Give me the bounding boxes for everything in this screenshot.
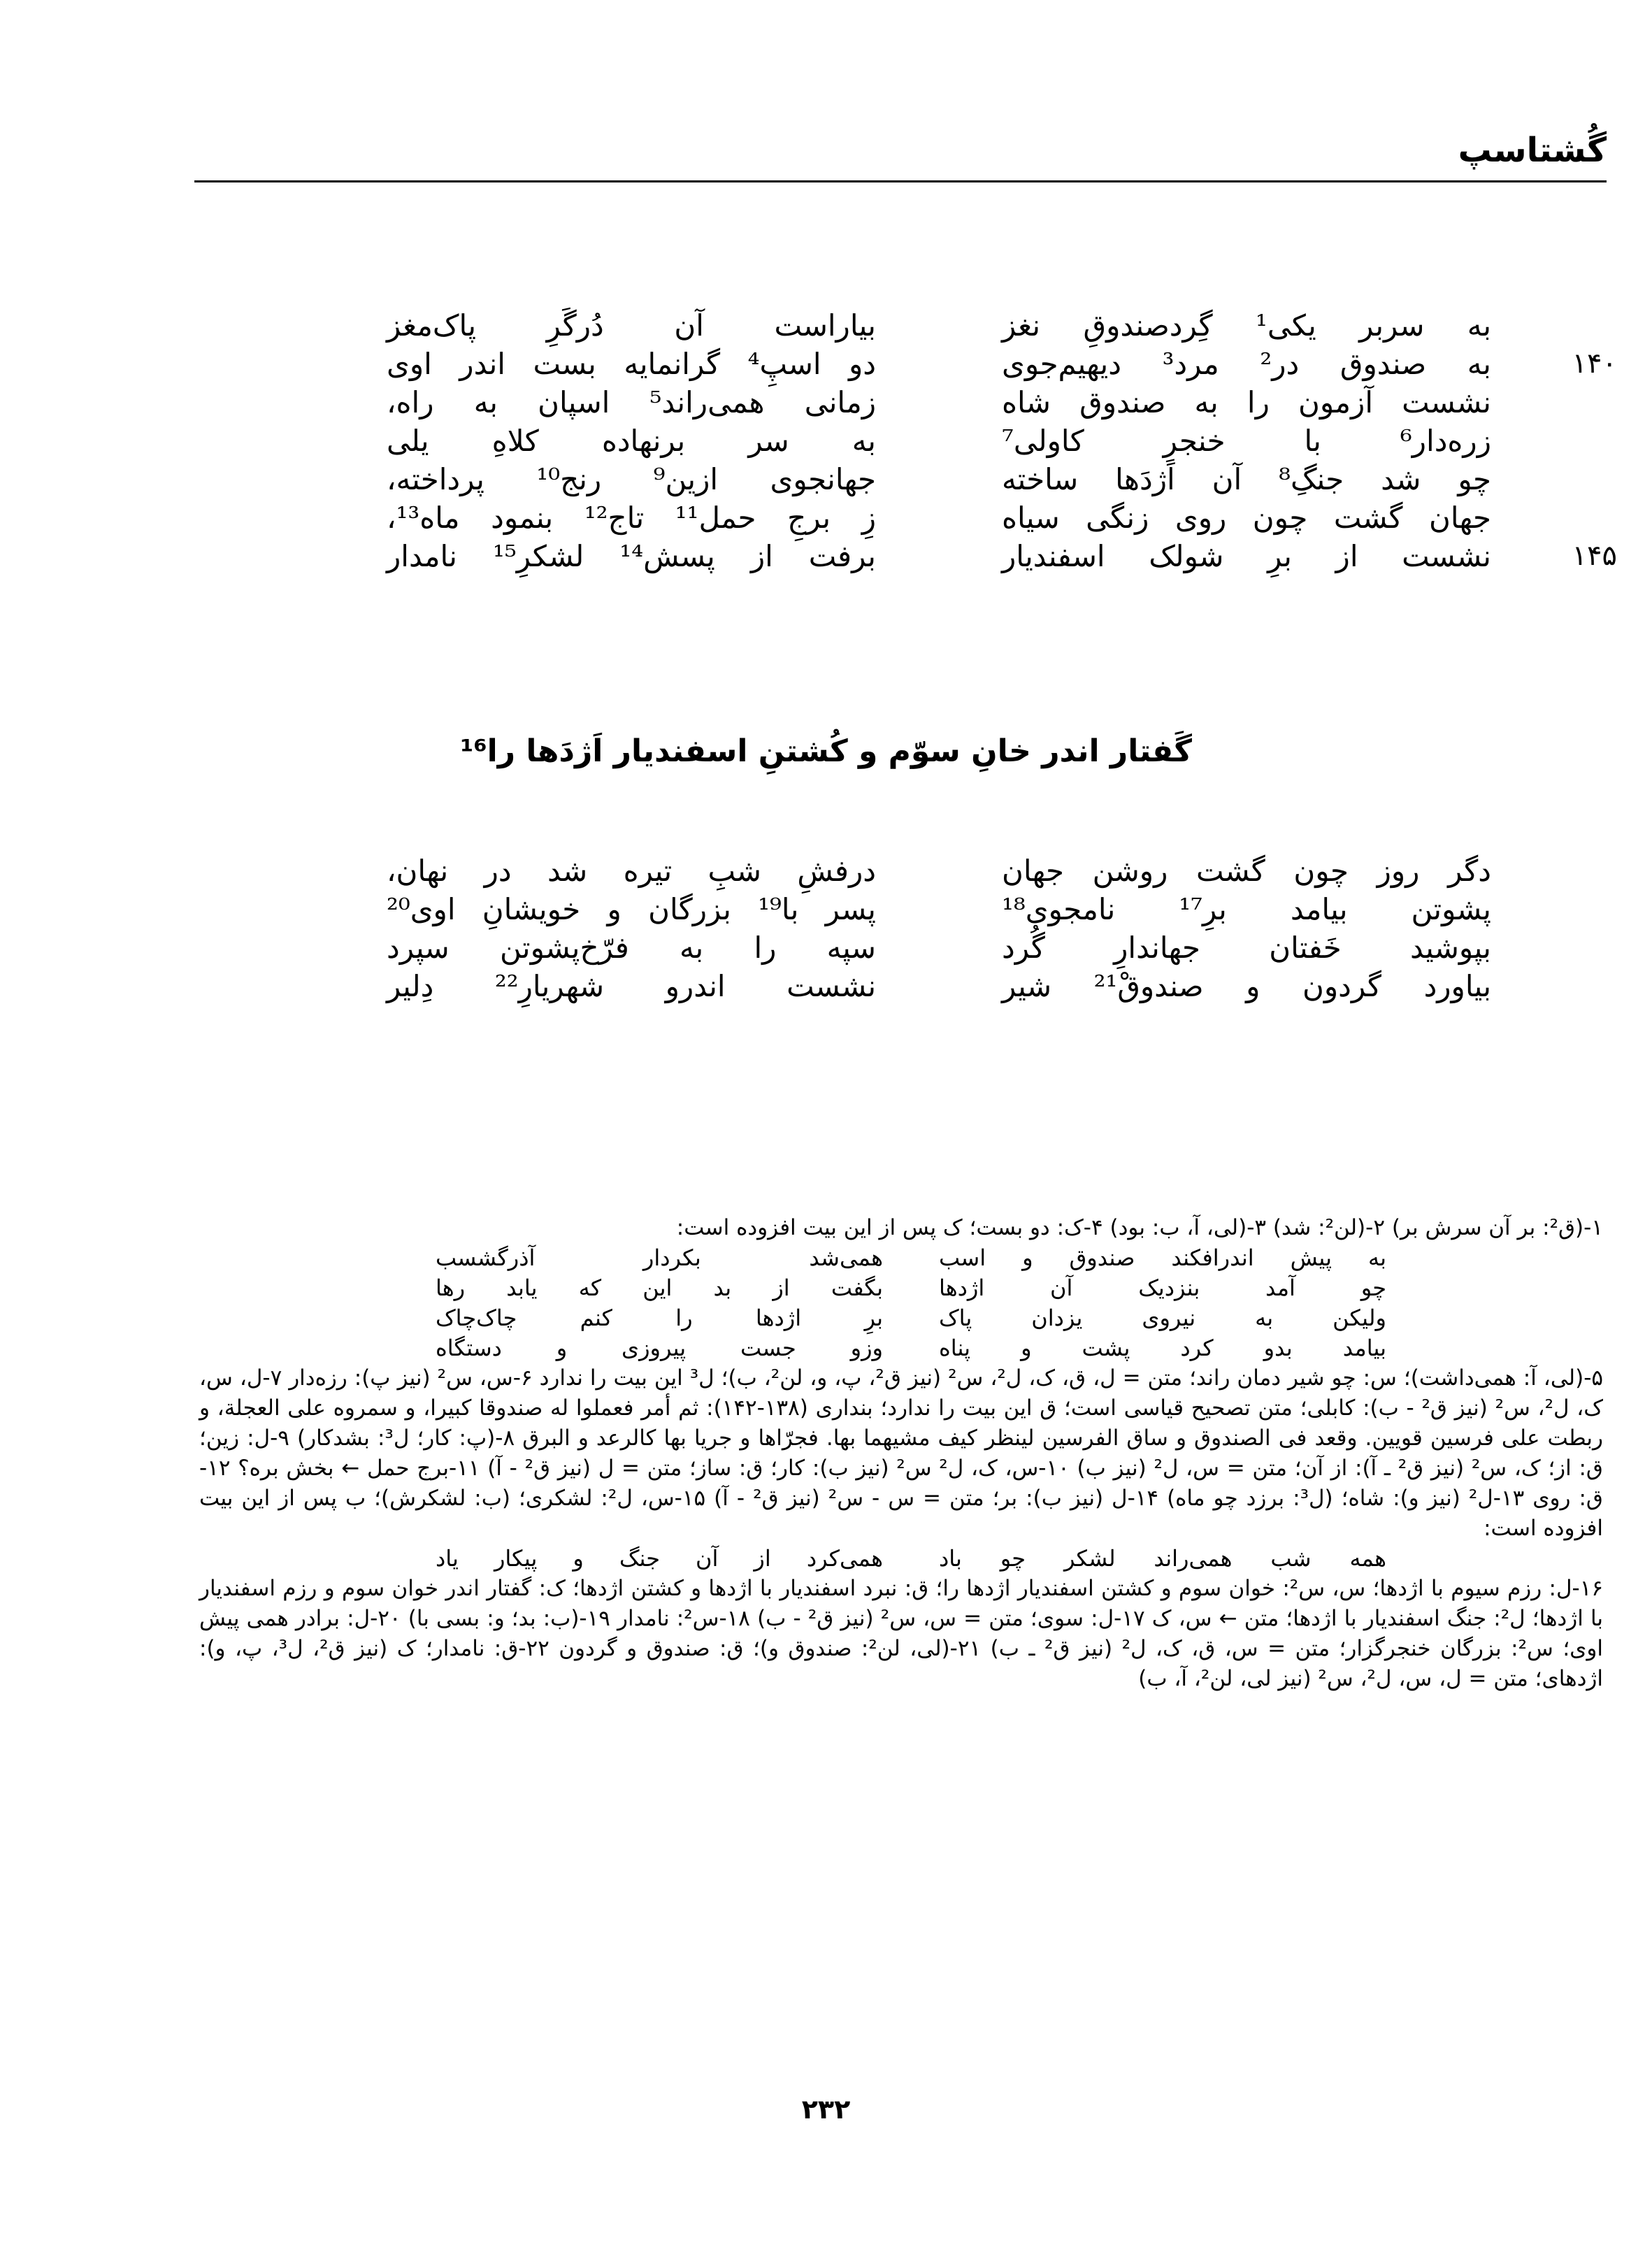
hemistich-second: برِ اژدها را کنم چاک‌چاک	[436, 1305, 883, 1331]
verse-row	[280, 422, 1491, 460]
verse-row	[280, 498, 1491, 537]
hemistich-first: پشوتن بیامد برِ¹⁷ نامجوی¹⁸	[1002, 892, 1491, 926]
footnote-added-verse	[199, 1243, 1603, 1273]
hemistich-gap	[883, 1243, 939, 1273]
hemistich-second: همی‌کرد از آن جنگ و پیکار یاد	[436, 1545, 883, 1572]
footnotes	[199, 1213, 1603, 1694]
hemistich-gap	[883, 1303, 939, 1333]
footnote-paragraph-3: ۱۶-ل: رزم سیوم با اژدها؛ س، س²: خوان سوم و کشتن اسفندیار اژدها را؛ ق: نبرد اسفندیار با اژدها و کشتن اژدها؛ ک: گفتار اندر خوان سوم و رزم اسفندیار با اژدها؛ ل²: جنگ اسفندیار با اژدها؛ متن ← س، ک ۱۷-ل: سوی؛ متن = س، س² (نیز ق² - ب) ۱۸-س²: نامدار ۱۹-(ب: بد؛ و: بسی با) ۲۰-ل: برادر همی پیش اوی؛ س²: بزرگان خنجرگزار؛ متن = س، ق، ک، ل² (نیز ق² ـ ب) ۲۱-(لی، لن²: صندوق و)؛ ق: صندوق و گردون ۲۲-ق: نامدار؛ ک (نیز ق²، ل³، پ، و): اژدهای؛ متن = ل، س، ل²، س² (نیز لی، لن²، آ، ب)	[199, 1576, 1604, 1691]
hemistich-second: برفت از پسش¹⁴ لشکرِ¹⁵ نامدار	[387, 539, 876, 573]
verse-row	[280, 383, 1491, 422]
verse-row	[280, 967, 1491, 1005]
hemistich-first: به سربر یکی¹ گِردصندوقِ نغز	[1002, 308, 1492, 343]
hemistich-first: نشست از برِ شولک اسفندیار	[1002, 539, 1491, 573]
hemistich-second: درفشِ شبِ تیره شد در نهان،	[387, 854, 876, 888]
hemistich-gap	[883, 1333, 939, 1363]
section-heading: گَفتار اندر خانِ سوّم و کُشتنِ اسفندیار اَژدَها را¹⁶	[460, 733, 1192, 769]
hemistich-first: چو آمد بنزدیک آن اژدها	[939, 1275, 1386, 1301]
hemistich-second: سپه را به فرّخ‌پشوتن سپرد	[387, 931, 876, 965]
hemistich-first: بیامد بدو کرد پشت و پناه	[939, 1335, 1386, 1361]
hemistich-second: بگفت از بد این که یابد رها	[436, 1275, 883, 1301]
hemistich-second: وزو جست پیروزی و دستگاه	[436, 1335, 883, 1361]
hemistich-second: نشست اندرو شهریارِ²² دِلیر	[387, 969, 877, 1003]
hemistich-first: چو شد جنگِ⁸ آن اَژدَها ساخته	[1002, 462, 1492, 496]
hemistich-first: زره‌دار⁶ با خنجرِ کاولی⁷	[1002, 424, 1491, 458]
verse-row	[280, 537, 1617, 575]
header-rule	[194, 180, 1607, 182]
hemistich-first: بیاورد گردون و صندوقْ²¹ شیر	[1002, 969, 1492, 1003]
hemistich-first: بپوشید خَفتان جهاندارِ گُرد	[1002, 931, 1491, 965]
hemistich-first: نشست آزمون را به صندوق شاه	[1002, 385, 1491, 419]
hemistich-first: به صندوق در² مرد³ دیهیم‌جوی	[1002, 347, 1491, 381]
verse-block-1	[280, 306, 1617, 575]
hemistich-gap	[883, 1273, 939, 1303]
verse-row	[280, 890, 1491, 928]
footnote-added-verse	[199, 1333, 1603, 1363]
hemistich-second: پسر با¹⁹ بزرگان و خویشانِ اوی²⁰	[387, 892, 876, 926]
hemistich-second: بیاراست آن دُرگَرِ پاک‌مغز	[387, 308, 876, 343]
footnote-paragraph-2: ۵-(لی، آ: همی‌داشت)؛ س: چو شیر دمان راند؛ متن = ل، ق، ک، ل²، س² (نیز ق²، پ، و، لن²، ب)؛ ل³ این بیت را ندارد ۶-س، س² (نیز پ): رزه‌دار ۷-ل، س، ک، ل²، س² (نیز ق² - ب): کابلی؛ متن تصحیح قیاسی است؛ ق این بیت را ندارد؛ بنداری (۱۳۸-۱۴۲): ثم أمر فعملوا له صندوقا کبیرا، و سمروه علی العجلة، و ربطت علی فرسین قویین. وقعد فی الصندوق و ساق الفرسین لینظر کیف مشیهما بها. فجرّاها و جریا بها کالرعد و البرق ۸-(پ: کار؛ ل³: بشدکار) ۹-ل: زین؛ ق: از؛ ک، س² (نیز ق² ـ آ): از آن؛ متن = س، ل² (نیز ب) ۱۰-س، ک، ل² س² (نیز ب): کار؛ ق: ساز؛ متن = ل (نیز ق² - آ) ۱۱-برج حمل ← بخش بره؟ ۱۲-ق: روی ۱۳-ل² (نیز و): شاه؛ (ل³: برزد چو ماه) ۱۴-ل (نیز ب): بر؛ متن = س - س² (نیز ق² - آ) ۱۵-س، ل²: لشکری؛ (ب: لشکرش)؛ ب پس از این بیت افزوده است:	[199, 1365, 1604, 1541]
verse-row	[280, 460, 1491, 498]
hemistich-second: جهانجوی ازین⁹ رنج¹⁰ پرداخته،	[387, 462, 876, 496]
hemistich-gap	[883, 1544, 939, 1574]
verse-number: ۱۴۵	[1572, 540, 1617, 572]
footnote-line-1: ۱-(ق²: بر آن سرش بر) ۲-(لن²: شد) ۳-(لی، آ، ب: بود) ۴-ک: دو بست؛ ک پس از این بیت افزوده است:	[676, 1215, 1603, 1240]
verse-row	[280, 306, 1491, 345]
hemistich-second: به سر برنهاده کلاهِ یلی	[387, 424, 876, 458]
hemistich-first: همه شب همی‌راند لشکر چو باد	[939, 1545, 1386, 1572]
verse-block-2	[280, 852, 1491, 1005]
verse-row	[280, 852, 1491, 890]
hemistich-second: زمانی همی‌راند⁵ اسپان به راه،	[387, 385, 876, 419]
verse-row	[280, 928, 1491, 967]
running-header-title: گُشتاسپ	[1458, 131, 1607, 170]
hemistich-first: جهان گشت چون روی زنگی سیاه	[1002, 501, 1491, 535]
footnote-added-verse	[199, 1273, 1603, 1303]
footnote-added-verse	[199, 1303, 1603, 1333]
verse-row	[280, 345, 1617, 383]
hemistich-first: به پیش اندرافکند صندوق و اسب	[939, 1244, 1386, 1271]
hemistich-second: همی‌شد بکردار آذرگشسب	[436, 1244, 883, 1271]
hemistich-first: دگر روز چون گشت روشن جهان	[1002, 854, 1491, 888]
verse-number: ۱۴۰	[1572, 347, 1617, 380]
page-number: ۲۳۲	[801, 2094, 851, 2125]
hemistich-second: زِ برجِ حمل¹¹ تاج¹² بنمود ماه¹³،	[387, 501, 877, 535]
footnote-added-verse	[199, 1544, 1603, 1574]
hemistich-second: دو اسپِ⁴ گرانمایه بست اندر اوی	[387, 347, 877, 381]
hemistich-first: ولیکن به نیروی یزدان پاک	[939, 1305, 1386, 1331]
